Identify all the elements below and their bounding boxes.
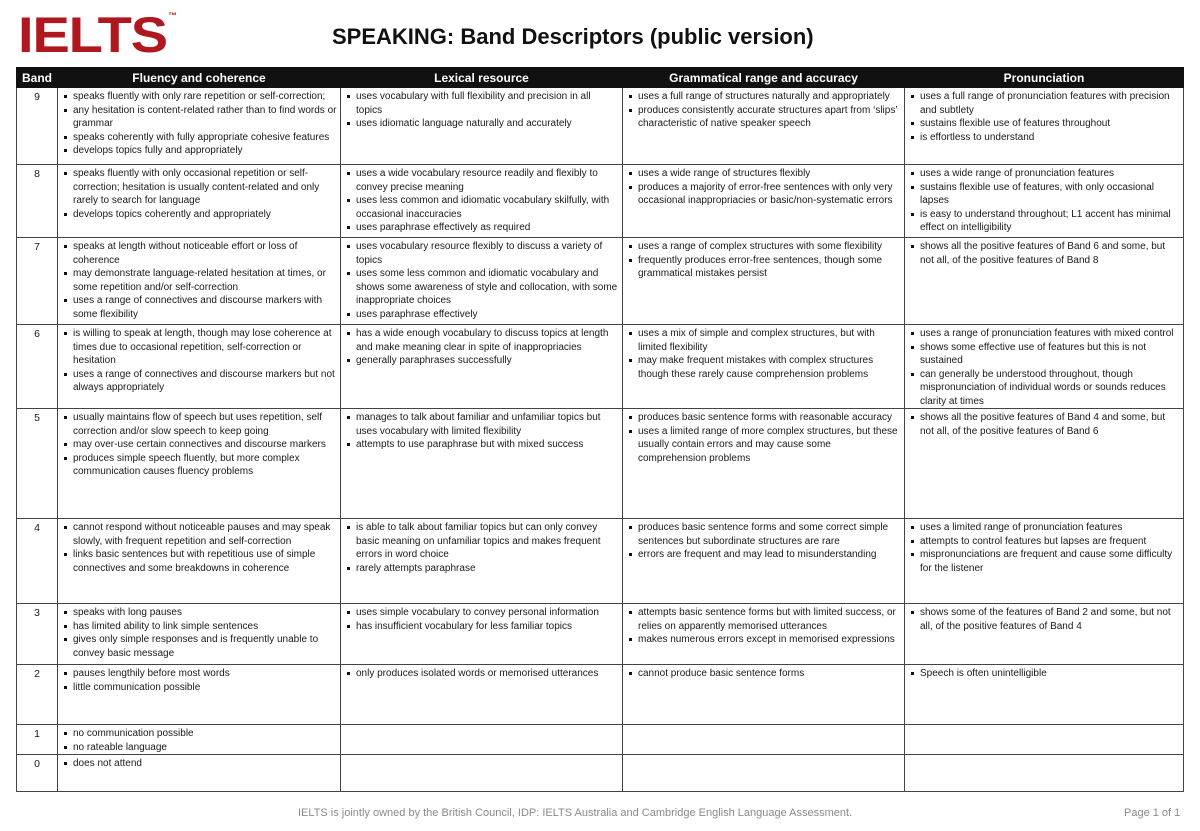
fluency-descriptor-cell — [58, 604, 341, 665]
column-header-pronunciation: Pronunciation — [905, 68, 1184, 88]
pronunciation-descriptor-cell — [905, 755, 1184, 792]
descriptor-item: produces basic sentence forms and some correct simple sentences but subordinate structures are rare — [638, 521, 901, 548]
pronunciation-descriptor-list — [908, 521, 1180, 575]
band-number: 4 — [17, 519, 58, 604]
descriptor-item: uses a range of connectives and discourse markers with some flexibility — [73, 294, 337, 321]
descriptor-item: has limited ability to link simple sentences — [73, 620, 337, 634]
lexical-descriptor-list — [344, 411, 619, 452]
descriptor-item: uses a full range of pronunciation features with precision and subtlety — [920, 90, 1180, 117]
descriptor-item: errors are frequent and may lead to misunderstanding — [638, 548, 901, 562]
page-title: SPEAKING: Band Descriptors (public version) — [332, 24, 814, 49]
descriptor-item: shows all the positive features of Band 6 and some, but not all, of the positive features of Band 8 — [920, 240, 1180, 267]
band-row-4 — [17, 519, 1184, 604]
page-number: Page 1 of 1 — [1124, 807, 1181, 819]
descriptor-item: uses paraphrase effectively as required — [356, 221, 619, 235]
logo-text: IELTS — [18, 7, 167, 63]
descriptor-item: has a wide enough vocabulary to discuss topics at length and make meaning clear in spite of inappropriacies — [356, 327, 619, 354]
band-number: 6 — [17, 325, 58, 409]
grammar-descriptor-cell — [623, 165, 905, 238]
lexical-descriptor-list — [344, 521, 619, 575]
grammar-descriptor-list — [626, 521, 901, 562]
descriptor-item: little communication possible — [73, 681, 337, 695]
pronunciation-descriptor-cell — [905, 325, 1184, 409]
descriptor-item: produces simple speech fluently, but more complex communication causes fluency problems — [73, 452, 337, 479]
pronunciation-descriptor-list — [908, 240, 1180, 267]
grammar-descriptor-cell — [623, 325, 905, 409]
fluency-descriptor-cell — [58, 238, 341, 325]
descriptor-item: speaks with long pauses — [73, 606, 337, 620]
descriptor-item: speaks at length without noticeable effort or loss of coherence — [73, 240, 337, 267]
descriptor-item: attempts to use paraphrase but with mixed success — [356, 438, 619, 452]
descriptor-item: no communication possible — [73, 727, 337, 741]
descriptor-item: develops topics fully and appropriately — [73, 144, 337, 158]
descriptor-item: uses a full range of structures naturally and appropriately — [638, 90, 901, 104]
grammar-descriptor-list — [626, 606, 901, 647]
descriptor-item: uses a wide range of structures flexibly — [638, 167, 901, 181]
fluency-descriptor-list — [61, 90, 337, 158]
descriptor-item: makes numerous errors except in memorised expressions — [638, 633, 901, 647]
trademark-symbol: ™ — [168, 11, 176, 20]
descriptor-item: produces consistently accurate structures apart from ‘slips’ characteristic of native speaker speech — [638, 104, 901, 131]
pronunciation-descriptor-cell — [905, 409, 1184, 519]
fluency-descriptor-cell — [58, 165, 341, 238]
lexical-descriptor-cell — [341, 238, 623, 325]
descriptor-item: any hesitation is content-related rather than to find words or grammar — [73, 104, 337, 129]
band-number: 9 — [17, 88, 58, 165]
descriptor-item: uses vocabulary resource flexibly to discuss a variety of topics — [356, 240, 619, 267]
descriptor-item: mispronunciations are frequent and cause some difficulty for the listener — [920, 548, 1180, 575]
pronunciation-descriptor-list — [908, 667, 1180, 681]
grammar-descriptor-cell — [623, 409, 905, 519]
descriptor-item: Speech is often unintelligible — [920, 667, 1180, 681]
band-row-2 — [17, 665, 1184, 725]
pronunciation-descriptor-cell — [905, 88, 1184, 165]
fluency-descriptor-list — [61, 757, 337, 771]
descriptor-item: pauses lengthily before most words — [73, 667, 337, 681]
descriptor-item: attempts to control features but lapses are frequent — [920, 535, 1180, 549]
grammar-descriptor-cell — [623, 725, 905, 755]
descriptor-item: cannot respond without noticeable pauses and may speak slowly, with frequent repetition and self-correction — [73, 521, 337, 548]
band-row-1 — [17, 725, 1184, 755]
grammar-descriptor-list — [626, 411, 901, 465]
descriptor-item: generally paraphrases successfully — [356, 354, 619, 368]
descriptor-item: sustains flexible use of features, with only occasional lapses — [920, 181, 1180, 208]
descriptor-item: uses a range of pronunciation features with mixed control — [920, 327, 1180, 341]
descriptor-item: links basic sentences but with repetitious use of simple connectives and some breakdowns in coherence — [73, 548, 337, 575]
descriptor-item: uses a mix of simple and complex structures, but with limited flexibility — [638, 327, 901, 354]
band-number: 1 — [17, 725, 58, 755]
column-header-fluency: Fluency and coherence — [58, 68, 341, 88]
descriptor-item: produces a majority of error-free sentences with only very occasional inappropriacies or basic/non-systematic errors — [638, 181, 901, 208]
pronunciation-descriptor-list — [908, 411, 1180, 438]
band-number: 2 — [17, 665, 58, 725]
band-number: 0 — [17, 755, 58, 792]
descriptor-item: rarely attempts paraphrase — [356, 562, 619, 576]
grammar-descriptor-list — [626, 667, 901, 681]
descriptor-item: usually maintains flow of speech but uses repetition, self correction and/or slow speech to keep going — [73, 411, 337, 438]
grammar-descriptor-cell — [623, 604, 905, 665]
descriptor-item: attempts basic sentence forms but with limited success, or relies on apparently memorised utterances — [638, 606, 901, 633]
band-number: 7 — [17, 238, 58, 325]
band-descriptors-table — [16, 67, 1184, 792]
descriptor-item: shows some effective use of features but this is not sustained — [920, 341, 1180, 368]
band-number: 5 — [17, 409, 58, 519]
descriptor-item: manages to talk about familiar and unfamiliar topics but uses vocabulary with limited flexibility — [356, 411, 619, 438]
band-row-3 — [17, 604, 1184, 665]
descriptor-item: uses a range of connectives and discourse markers but not always appropriately — [73, 368, 337, 395]
fluency-descriptor-cell — [58, 665, 341, 725]
pronunciation-descriptor-cell — [905, 604, 1184, 665]
lexical-descriptor-cell — [341, 519, 623, 604]
fluency-descriptor-list — [61, 667, 337, 694]
grammar-descriptor-list — [626, 327, 901, 381]
pronunciation-descriptor-cell — [905, 725, 1184, 755]
fluency-descriptor-cell — [58, 88, 341, 165]
descriptor-item: shows all the positive features of Band 4 and some, but not all, of the positive features of Band 6 — [920, 411, 1180, 438]
descriptor-item: can generally be understood throughout, though mispronunciation of individual words or sounds reduces clarity at times — [920, 368, 1180, 409]
pronunciation-descriptor-cell — [905, 238, 1184, 325]
grammar-descriptor-cell — [623, 238, 905, 325]
descriptor-item: is easy to understand throughout; L1 accent has minimal effect on intelligibility — [920, 208, 1180, 235]
fluency-descriptor-cell — [58, 325, 341, 409]
lexical-descriptor-cell — [341, 409, 623, 519]
descriptor-item: speaks fluently with only occasional repetition or self-correction; hesitation is usually content-related and only rarely to search for language — [73, 167, 337, 208]
descriptor-item: frequently produces error-free sentences, though some grammatical mistakes persist — [638, 254, 901, 281]
descriptor-item: uses idiomatic language naturally and accurately — [356, 117, 619, 131]
grammar-descriptor-list — [626, 240, 901, 281]
pronunciation-descriptor-cell — [905, 519, 1184, 604]
descriptor-item: is effortless to understand — [920, 131, 1180, 145]
fluency-descriptor-cell — [58, 755, 341, 792]
lexical-descriptor-cell — [341, 604, 623, 665]
fluency-descriptor-list — [61, 521, 337, 575]
table-header-row — [17, 68, 1184, 88]
grammar-descriptor-list — [626, 90, 901, 131]
lexical-descriptor-cell — [341, 325, 623, 409]
pronunciation-descriptor-list — [908, 167, 1180, 235]
descriptor-item: uses a limited range of more complex structures, but these usually contain errors and may cause some comprehension problems — [638, 425, 901, 466]
fluency-descriptor-list — [61, 327, 337, 395]
descriptor-item: only produces isolated words or memorised utterances — [356, 667, 619, 681]
descriptor-item: gives only simple responses and is frequently unable to convey basic message — [73, 633, 337, 660]
fluency-descriptor-cell — [58, 519, 341, 604]
fluency-descriptor-list — [61, 411, 337, 479]
lexical-descriptor-list — [344, 606, 619, 633]
grammar-descriptor-cell — [623, 88, 905, 165]
footer-ownership-note: IELTS is jointly owned by the British Council, IDP: IELTS Australia and Cambridge English Language Assessment. — [298, 807, 853, 819]
band-number: 3 — [17, 604, 58, 665]
column-header-grammar: Grammatical range and accuracy — [623, 68, 905, 88]
lexical-descriptor-list — [344, 327, 619, 368]
fluency-descriptor-list — [61, 727, 337, 754]
band-row-5 — [17, 409, 1184, 519]
descriptor-item: no rateable language — [73, 741, 337, 755]
descriptor-item: may over-use certain connectives and discourse markers — [73, 438, 337, 452]
descriptor-item: is willing to speak at length, though may lose coherence at times due to occasional repetition, self-correction or hesitation — [73, 327, 337, 368]
band-row-9 — [17, 88, 1184, 165]
band-row-6 — [17, 325, 1184, 409]
fluency-descriptor-list — [61, 606, 337, 660]
band-row-7 — [17, 238, 1184, 325]
descriptor-item: uses a range of complex structures with some flexibility — [638, 240, 901, 254]
ielts-logo — [18, 7, 176, 63]
descriptor-item: produces basic sentence forms with reasonable accuracy — [638, 411, 901, 425]
grammar-descriptor-cell — [623, 519, 905, 604]
fluency-descriptor-list — [61, 167, 337, 221]
descriptor-item: uses a wide range of pronunciation features — [920, 167, 1180, 181]
fluency-descriptor-cell — [58, 725, 341, 755]
pronunciation-descriptor-cell — [905, 165, 1184, 238]
descriptor-item: has insufficient vocabulary for less familiar topics — [356, 620, 619, 634]
lexical-descriptor-cell — [341, 665, 623, 725]
band-number: 8 — [17, 165, 58, 238]
descriptor-item: sustains flexible use of features throughout — [920, 117, 1180, 131]
descriptor-item: speaks coherently with fully appropriate cohesive features — [73, 131, 337, 145]
band-row-8 — [17, 165, 1184, 238]
descriptor-item: cannot produce basic sentence forms — [638, 667, 901, 681]
lexical-descriptor-list — [344, 90, 619, 131]
grammar-descriptor-cell — [623, 665, 905, 725]
lexical-descriptor-cell — [341, 88, 623, 165]
lexical-descriptor-list — [344, 167, 619, 235]
descriptor-item: speaks fluently with only rare repetition or self-correction; — [73, 90, 337, 104]
grammar-descriptor-cell — [623, 755, 905, 792]
lexical-descriptor-list — [344, 667, 619, 681]
lexical-descriptor-cell — [341, 755, 623, 792]
column-header-band: Band — [17, 68, 58, 88]
column-header-lexical: Lexical resource — [341, 68, 623, 88]
band-row-0 — [17, 755, 1184, 792]
descriptor-item: uses vocabulary with full flexibility and precision in all topics — [356, 90, 619, 117]
descriptor-item: may demonstrate language-related hesitation at times, or some repetition and/or self-correction — [73, 267, 337, 294]
descriptor-item: uses some less common and idiomatic vocabulary and shows some awareness of style and collocation, with some inappropriate choices — [356, 268, 618, 306]
lexical-descriptor-cell — [341, 725, 623, 755]
descriptor-item: is able to talk about familiar topics but can only convey basic meaning on unfamiliar topics and makes frequent errors in word choice — [356, 521, 619, 562]
pronunciation-descriptor-list — [908, 90, 1180, 144]
descriptor-item: shows some of the features of Band 2 and some, but not all, of the positive features of Band 4 — [920, 606, 1180, 633]
fluency-descriptor-cell — [58, 409, 341, 519]
descriptor-item: uses a limited range of pronunciation features — [920, 521, 1180, 535]
lexical-descriptor-cell — [341, 165, 623, 238]
descriptor-item: uses a wide vocabulary resource readily and flexibly to convey precise meaning — [356, 167, 619, 194]
descriptor-item: uses less common and idiomatic vocabulary skilfully, with occasional inaccuracies — [356, 194, 619, 221]
descriptor-item: does not attend — [73, 757, 337, 771]
pronunciation-descriptor-cell — [905, 665, 1184, 725]
lexical-descriptor-list — [344, 240, 619, 321]
pronunciation-descriptor-list — [908, 606, 1180, 633]
descriptor-item: uses simple vocabulary to convey personal information — [356, 606, 619, 620]
descriptor-item: develops topics coherently and appropriately — [73, 208, 337, 222]
fluency-descriptor-list — [61, 240, 337, 321]
pronunciation-descriptor-list — [908, 327, 1180, 408]
descriptor-item: uses paraphrase effectively — [356, 308, 619, 322]
grammar-descriptor-list — [626, 167, 901, 208]
descriptor-item: may make frequent mistakes with complex structures though these rarely cause comprehension problems — [638, 354, 901, 381]
